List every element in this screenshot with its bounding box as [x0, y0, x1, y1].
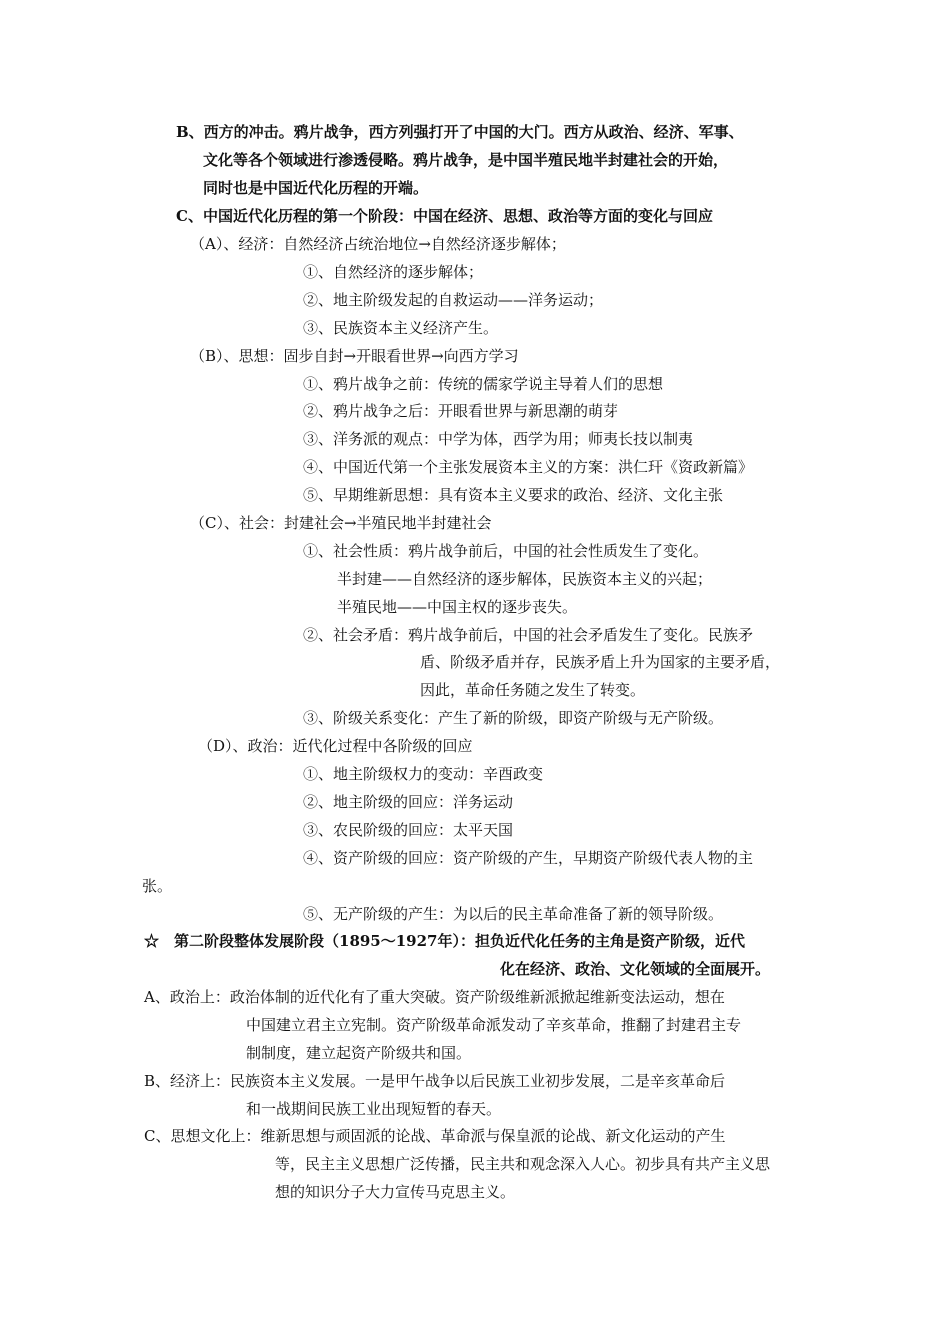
stage-two-politics-line-2: 中国建立君主立宪制。资产阶级革命派发动了辛亥革命，推翻了封建君主专	[246, 1016, 742, 1034]
politics-item-1: ①、地主阶级权力的变动：辛酉政变	[303, 765, 544, 783]
economy-item-1: ①、自然经济的逐步解体；	[303, 263, 484, 281]
section-b-line-1: B、西方的冲击。鸦片战争，西方列强打开了中国的大门。西方从政治、经济、军事、	[176, 123, 744, 141]
stage-two-culture-line-1: C、思想文化上：维新思想与顽固派的论战、革命派与保皇派的论战、新文化运动的产生	[144, 1127, 726, 1145]
stage-two-heading-line-1: ☆ 第二阶段整体发展阶段（1895～1927年）：担负近代化任务的主角是资产阶级，近代	[144, 932, 745, 950]
society-item-2-line-2: 盾、阶级矛盾并存，民族矛盾上升为国家的主要矛盾，	[420, 653, 781, 671]
section-b-line-2: 文化等各个领域进行渗透侵略。鸦片战争，是中国半殖民地半封建社会的开始，	[203, 151, 729, 169]
section-c-heading: C、中国近代化历程的第一个阶段：中国在经济、思想、政治等方面的变化与回应	[176, 207, 713, 225]
stage-two-culture-line-2: 等，民主主义思想广泛传播，民主共和观念深入人心。初步具有共产主义思	[275, 1155, 771, 1173]
section-b-line-3: 同时也是中国近代化历程的开端。	[203, 179, 429, 197]
thought-item-1: ①、鸦片战争之前：传统的儒家学说主导着人们的思想	[303, 375, 664, 393]
society-item-1: ①、社会性质：鸦片战争前后，中国的社会性质发生了变化。	[303, 542, 709, 560]
thought-item-3: ③、洋务派的观点：中学为体，西学为用；师夷长技以制夷	[303, 430, 694, 448]
thought-item-4: ④、中国近代第一个主张发展资本主义的方案：洪仁玕《资政新篇》	[303, 458, 754, 476]
stage-two-politics-line-1: A、政治上：政治体制的近代化有了重大突破。资产阶级维新派掀起维新变法运动，想在	[144, 988, 725, 1006]
thought-item-5: ⑤、早期维新思想：具有资本主义要求的政治、经济、文化主张	[303, 486, 724, 504]
economy-item-2: ②、地主阶级发起的自救运动——洋务运动；	[303, 291, 604, 309]
politics-item-4-wrap: 张。	[142, 877, 173, 895]
society-item-2-line-1: ②、社会矛盾：鸦片战争前后，中国的社会矛盾发生了变化。民族矛	[303, 626, 754, 644]
society-item-1-semifeudal: 半封建——自然经济的逐步解体，民族资本主义的兴起；	[337, 570, 713, 588]
society-heading: （C）、社会：封建社会→半殖民地半封建社会	[190, 514, 492, 532]
thought-heading: （B）、思想：固步自封→开眼看世界→向西方学习	[190, 347, 519, 365]
stage-two-economy-line-2: 和一战期间民族工业出现短暂的春天。	[246, 1100, 502, 1118]
stage-two-politics-line-3: 制制度，建立起资产阶级共和国。	[246, 1044, 472, 1062]
politics-item-3: ③、农民阶级的回应：太平天国	[303, 821, 514, 839]
stage-two-culture-line-3: 想的知识分子大力宣传马克思主义。	[275, 1183, 516, 1201]
economy-heading: （A）、经济：自然经济占统治地位→自然经济逐步解体；	[190, 235, 566, 253]
stage-two-heading-line-2: 化在经济、政治、文化领域的全面展开。	[500, 960, 771, 978]
politics-item-5: ⑤、无产阶级的产生：为以后的民主革命准备了新的领导阶级。	[303, 905, 724, 923]
society-item-2-line-3: 因此，革命任务随之发生了转变。	[420, 681, 646, 699]
society-item-1-semicolonial: 半殖民地——中国主权的逐步丧失。	[337, 598, 578, 616]
politics-item-2: ②、地主阶级的回应：洋务运动	[303, 793, 514, 811]
society-item-3: ③、阶级关系变化：产生了新的阶级，即资产阶级与无产阶级。	[303, 709, 724, 727]
politics-item-4: ④、资产阶级的回应：资产阶级的产生，早期资产阶级代表人物的主	[303, 849, 754, 867]
economy-item-3: ③、民族资本主义经济产生。	[303, 319, 499, 337]
stage-two-economy-line-1: B、经济上：民族资本主义发展。一是甲午战争以后民族工业初步发展，二是辛亥革命后	[144, 1072, 726, 1090]
politics-heading: （D）、政治：近代化过程中各阶级的回应	[198, 737, 473, 755]
thought-item-2: ②、鸦片战争之后：开眼看世界与新思潮的萌芽	[303, 402, 619, 420]
